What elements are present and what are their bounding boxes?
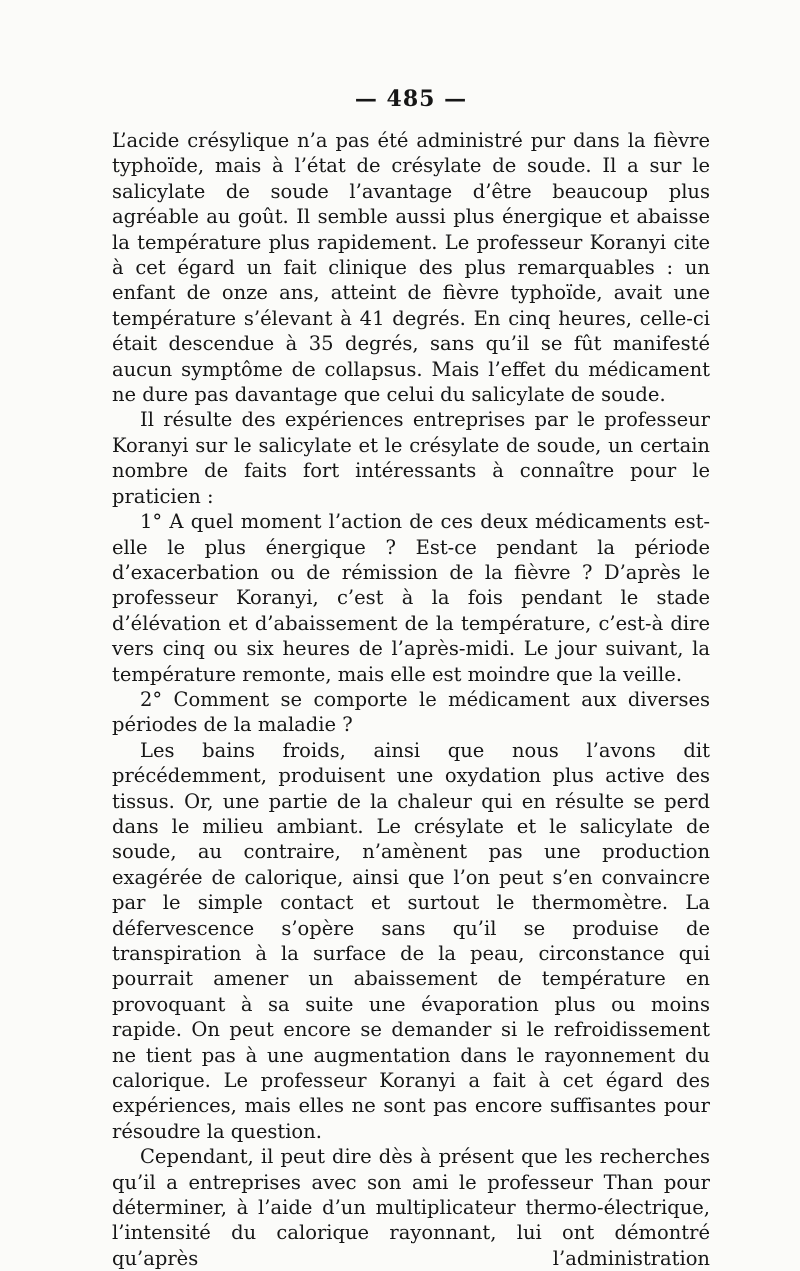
paragraph-cold-baths: Les bains froids, ainsi que nous l’avons dit précédemment, produisent une oxydation plus active des tissus. Or, une partie de la chaleur qui en résulte se perd dans le milieu ambiant. Le crésylate et le salicylate de soude, au contraire, n’amènent pas une production exagérée de calorique, ainsi que l’on peut s’en convaincre par le simple contact et surtout le thermomètre. La défervescence s’opère sans qu’il se produise de transpiration à la surface de la peau, circonstance qui pourrait amener un abaissement de température en provoquant à sa suite une évaporation plus ou moins rapide. On peut encore se demander si le refroidissement ne tient pas à une augmentation dans le rayonnement du calorique. Le professeur Koranyi a fait à cet égard des expériences, mais elles ne sont pas encore suffisantes pour résoudre la question. [112,738,710,1143]
paragraph-question-2: 2° Comment se comporte le médicament aux diverses périodes de la maladie ? [112,687,710,737]
page-number: — 485 — [354,86,468,112]
paragraph-than-research: Cependant, il peut dire dès à présent que les recherches qu’il a entreprises avec son ami le professeur Than pour déterminer, à l’aide d’un multiplicateur thermo-électrique, l’intensité du calorique rayonnant, lui ont démontré qu’après l’administration [112,1145,710,1270]
paragraph-koranyi-experiments: Il résulte des expériences entreprises par le professeur Koranyi sur le salicylate et le crésylate de soude, un certain nombre de faits fort intéressants à connaître pour le praticien : [112,408,710,508]
paragraph-cresylic-acid: L’acide crésylique n’a pas été administré pur dans la fièvre typhoïde, mais à l’état de crésylate de soude. Il a sur le salicylate de soude l’avantage d’être beaucoup plus agréable au goût. Il semble aussi plus énergique et abaisse la température plus rapidement. Le professeur Koranyi cite à cet égard un fait clinique des plus remarquables : un enfant de onze ans, atteint de fièvre typhoïde, avait une température s’élevant à 41 degrés. En cinq heures, celle-ci était descendue à 35 degrés, sans qu’il se fût manifesté aucun symptôme de collapsus. Mais l’effet du médicament ne dure pas davantage que celui du salicylate de soude. [112,129,710,407]
body-text [112,128,710,1271]
paragraph-question-1: 1° A quel moment l’action de ces deux médicaments est-elle le plus énergique ? Est-ce pendant la période d’exacerbation ou de rémission de la fièvre ? D’après le professeur Koranyi, c’est à la fois pendant le stade d’élévation et d’abaissement de la température, c’est-à dire vers cinq ou six heures de l’après-midi. Le jour suivant, la température remonte, mais elle est moindre que la veille. [112,510,710,686]
